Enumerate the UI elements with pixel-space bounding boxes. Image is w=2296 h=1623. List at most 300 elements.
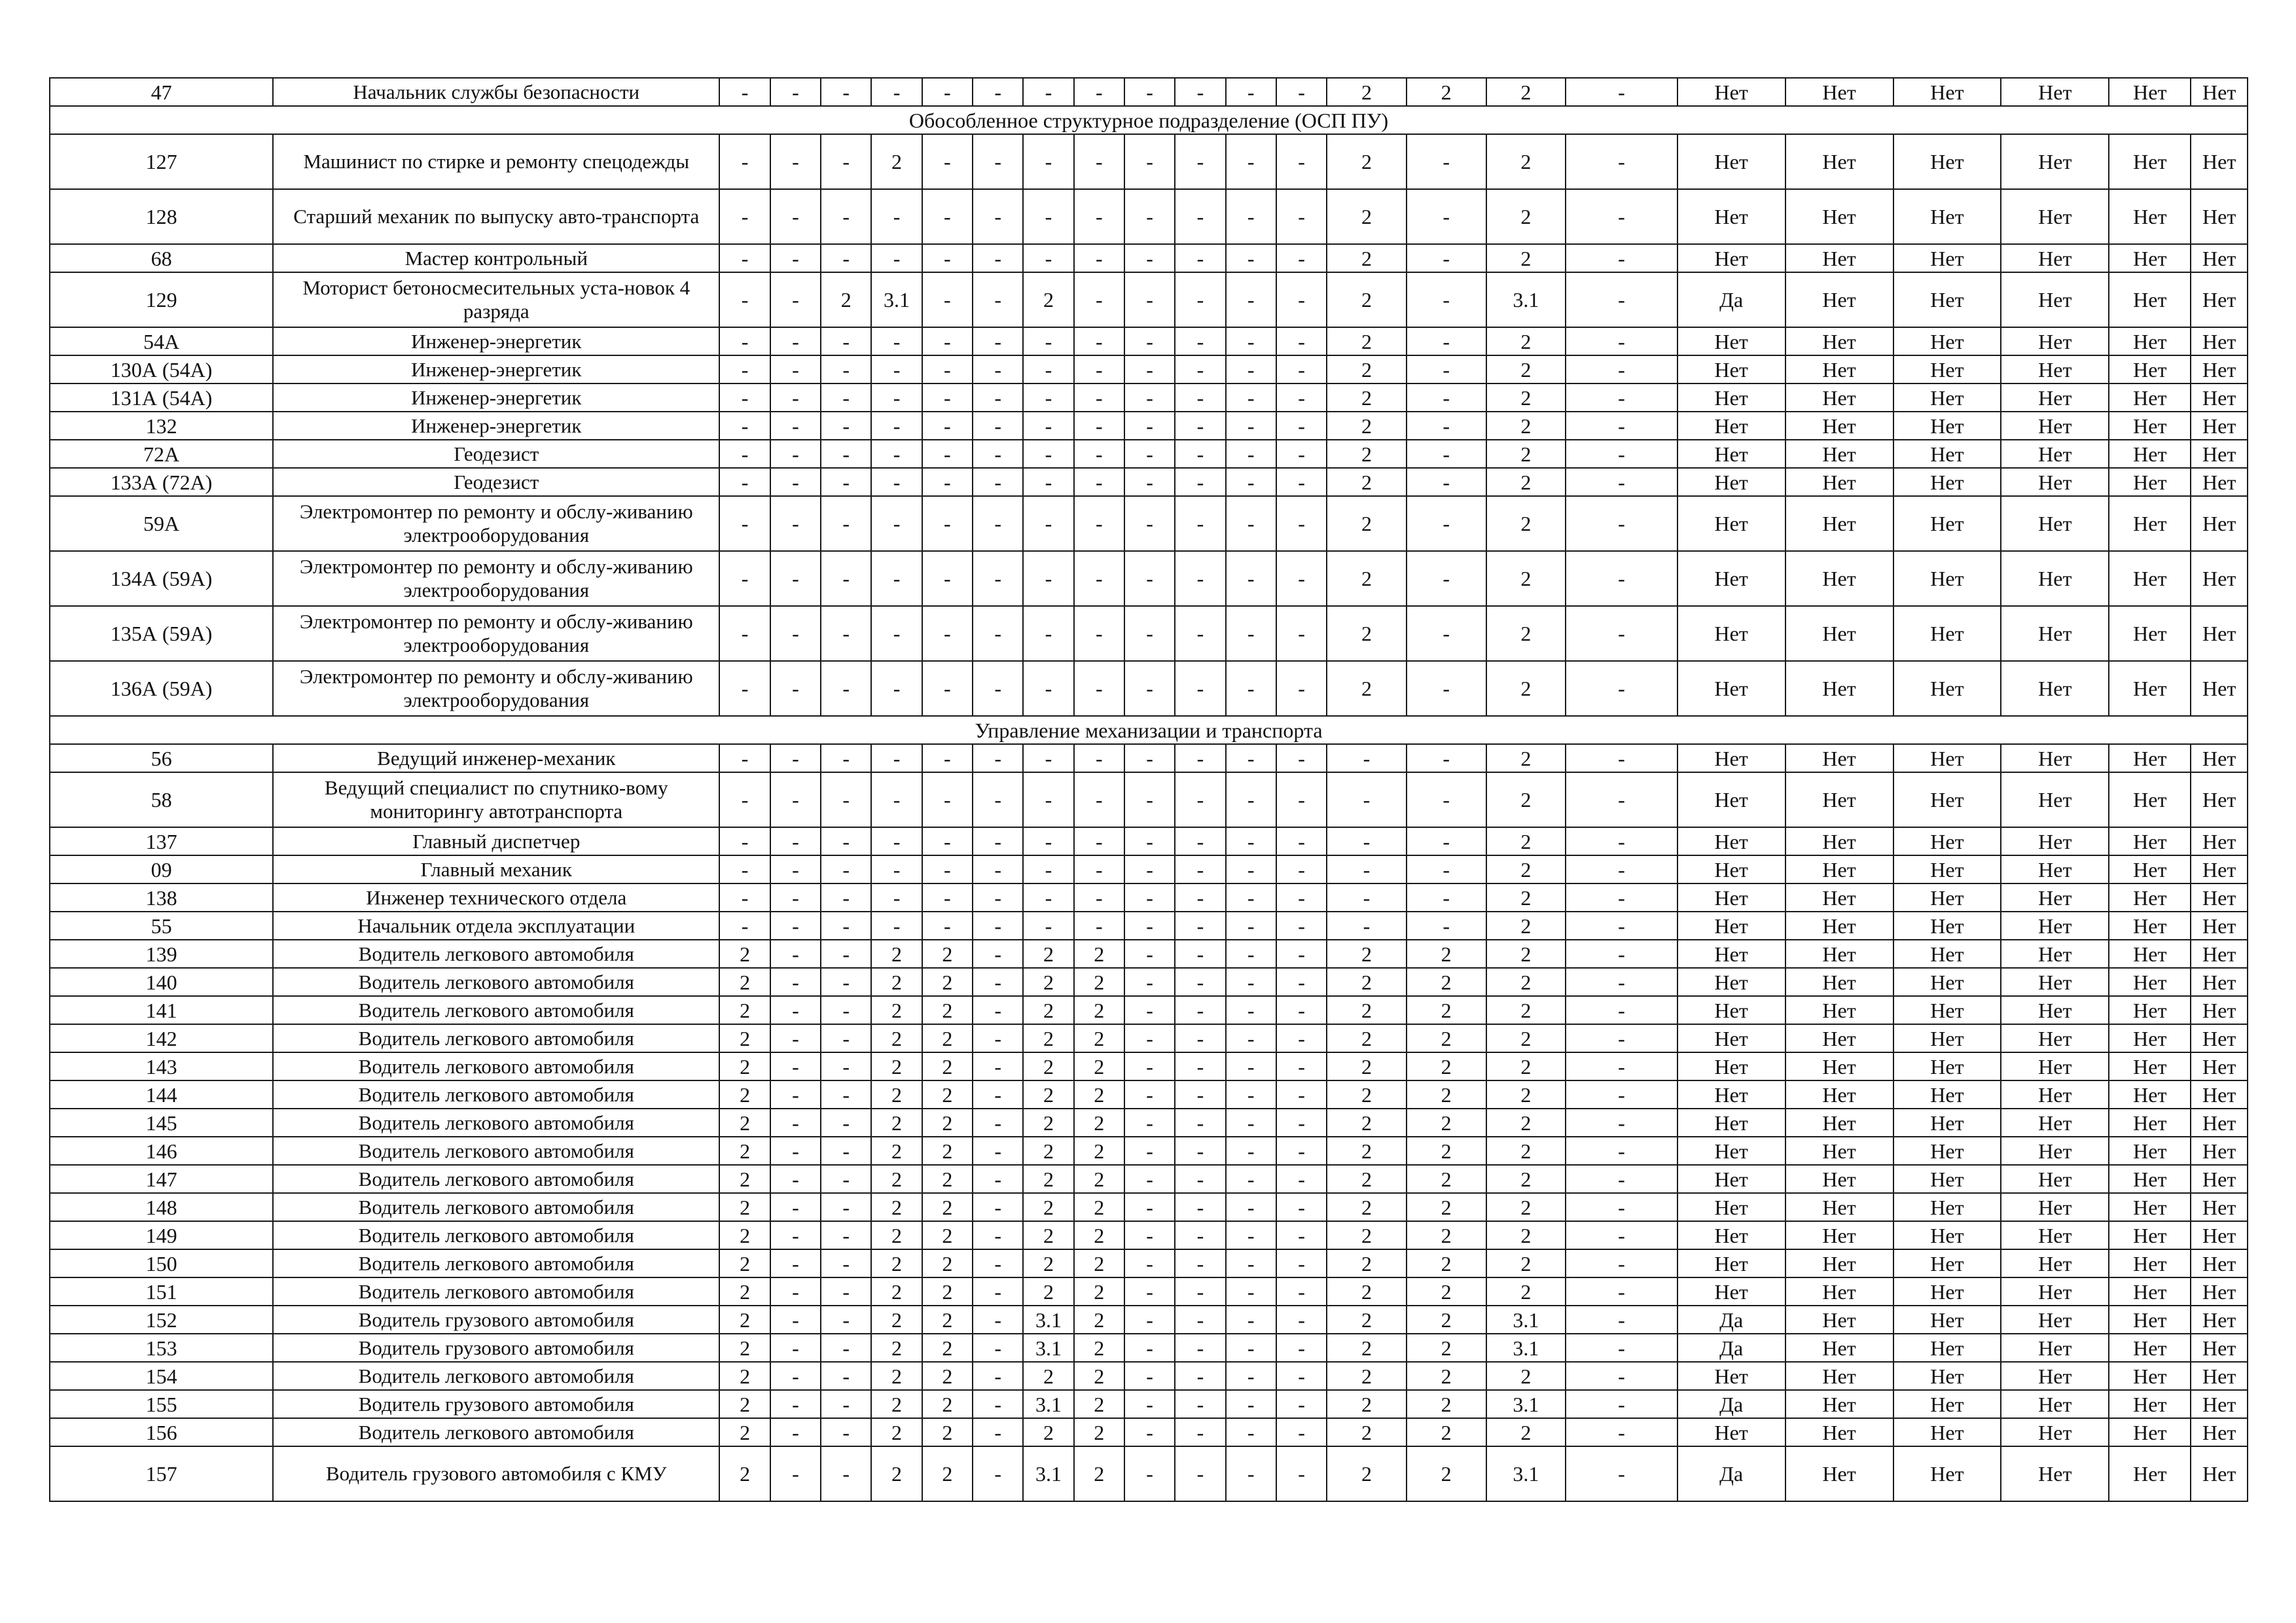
value-cell: - <box>1226 940 1276 968</box>
value-cell: 2 <box>871 1390 922 1418</box>
value-cell: 2 <box>1074 1165 1124 1193</box>
value-cell: 2 <box>922 1109 973 1137</box>
value-cell: Нет <box>2191 496 2248 551</box>
value-cell: - <box>1407 412 1486 440</box>
value-cell: - <box>1023 827 1073 855</box>
value-cell: - <box>922 412 973 440</box>
value-cell: - <box>973 1221 1023 1249</box>
value-cell: - <box>973 412 1023 440</box>
position-name-cell: Водитель легкового автомобиля <box>273 1418 719 1446</box>
value-cell: Нет <box>1785 440 1893 468</box>
value-cell: - <box>1175 244 1225 272</box>
value-cell: Нет <box>1785 1249 1893 1277</box>
value-cell: Нет <box>2191 1306 2248 1334</box>
position-name-cell: Водитель легкового автомобиля <box>273 1277 719 1306</box>
value-cell: - <box>821 1306 871 1334</box>
value-cell: Нет <box>2109 383 2191 412</box>
value-cell: - <box>1276 134 1327 189</box>
position-name-cell: Электромонтер по ремонту и обслу-живанию электрооборудования <box>273 661 719 716</box>
value-cell: - <box>770 996 821 1024</box>
value-cell: 2 <box>1074 996 1124 1024</box>
value-cell: - <box>973 1052 1023 1080</box>
value-cell: Нет <box>2001 606 2109 661</box>
value-cell: Нет <box>1893 1052 2001 1080</box>
value-cell: - <box>973 1390 1023 1418</box>
value-cell: - <box>770 551 821 606</box>
value-cell: - <box>770 744 821 772</box>
value-cell: - <box>821 661 871 716</box>
value-cell: - <box>871 772 922 827</box>
value-cell: - <box>1566 1165 1677 1193</box>
value-cell: - <box>1124 1334 1175 1362</box>
position-number-cell: 148 <box>50 1193 273 1221</box>
value-cell: Нет <box>2191 551 2248 606</box>
value-cell: - <box>1124 1418 1175 1446</box>
value-cell: - <box>821 1249 871 1277</box>
value-cell: 2 <box>1023 940 1073 968</box>
value-cell: 2 <box>1327 1193 1407 1221</box>
table-row <box>50 383 2248 412</box>
value-cell: - <box>1175 189 1225 244</box>
value-cell: Нет <box>2109 996 2191 1024</box>
value-cell: 2 <box>871 940 922 968</box>
value-cell: 2 <box>719 1024 770 1052</box>
value-cell: 3.1 <box>1486 272 1566 327</box>
value-cell: Нет <box>1893 940 2001 968</box>
value-cell: 2 <box>1074 1418 1124 1446</box>
value-cell: Нет <box>2001 189 2109 244</box>
value-cell: - <box>1566 1362 1677 1390</box>
table-row <box>50 1334 2248 1362</box>
value-cell: - <box>821 912 871 940</box>
value-cell: - <box>1124 855 1175 883</box>
position-number-cell: 152 <box>50 1306 273 1334</box>
value-cell: - <box>1074 496 1124 551</box>
value-cell: Нет <box>2109 440 2191 468</box>
value-cell: Нет <box>2191 355 2248 383</box>
value-cell: - <box>821 327 871 355</box>
value-cell: - <box>1175 1165 1225 1193</box>
value-cell: 3.1 <box>1486 1334 1566 1362</box>
value-cell: 2 <box>1407 78 1486 106</box>
value-cell: Нет <box>2109 1334 2191 1362</box>
value-cell: - <box>1226 189 1276 244</box>
value-cell: - <box>1226 134 1276 189</box>
value-cell: 2 <box>1486 744 1566 772</box>
value-cell: - <box>973 772 1023 827</box>
value-cell: - <box>922 551 973 606</box>
value-cell: - <box>1566 912 1677 940</box>
position-name-cell: Водитель грузового автомобиля <box>273 1390 719 1418</box>
position-number-cell: 140 <box>50 968 273 996</box>
value-cell: Нет <box>2191 134 2248 189</box>
table-row <box>50 1137 2248 1165</box>
value-cell: - <box>1226 1109 1276 1137</box>
value-cell: 2 <box>719 1306 770 1334</box>
value-cell: Нет <box>1893 189 2001 244</box>
value-cell: 2 <box>1074 1277 1124 1306</box>
value-cell: 2 <box>1023 1080 1073 1109</box>
value-cell: Нет <box>1785 1165 1893 1193</box>
value-cell: Нет <box>2191 1193 2248 1221</box>
value-cell: 2 <box>1074 1390 1124 1418</box>
document-page <box>49 77 2248 1502</box>
value-cell: - <box>1023 744 1073 772</box>
position-name-cell: Главный диспетчер <box>273 827 719 855</box>
value-cell: 2 <box>1486 1221 1566 1249</box>
value-cell: - <box>1124 968 1175 996</box>
value-cell: - <box>922 327 973 355</box>
value-cell: - <box>821 78 871 106</box>
value-cell: 2 <box>1327 440 1407 468</box>
value-cell: 2 <box>1327 496 1407 551</box>
value-cell: 2 <box>1327 551 1407 606</box>
value-cell: - <box>1124 134 1175 189</box>
value-cell: 2 <box>871 134 922 189</box>
value-cell: Нет <box>1785 355 1893 383</box>
value-cell: - <box>973 551 1023 606</box>
value-cell: - <box>1074 383 1124 412</box>
value-cell: - <box>770 1193 821 1221</box>
value-cell: - <box>821 968 871 996</box>
value-cell: 2 <box>1486 606 1566 661</box>
value-cell: 2 <box>922 968 973 996</box>
value-cell: - <box>719 468 770 496</box>
value-cell: - <box>821 1024 871 1052</box>
value-cell: - <box>922 496 973 551</box>
value-cell: - <box>1566 606 1677 661</box>
table-row <box>50 1418 2248 1446</box>
value-cell: - <box>1124 912 1175 940</box>
value-cell: 2 <box>922 1024 973 1052</box>
value-cell: Нет <box>1677 189 1785 244</box>
value-cell: - <box>922 772 973 827</box>
value-cell: - <box>821 1221 871 1249</box>
value-cell: 2 <box>871 1221 922 1249</box>
value-cell: - <box>719 827 770 855</box>
value-cell: 2 <box>922 1080 973 1109</box>
value-cell: - <box>1226 744 1276 772</box>
value-cell: Нет <box>2109 355 2191 383</box>
value-cell: 2 <box>1023 1137 1073 1165</box>
value-cell: 2 <box>1486 883 1566 912</box>
value-cell: 2 <box>1486 383 1566 412</box>
value-cell: - <box>719 412 770 440</box>
section-header-row <box>50 716 2248 744</box>
value-cell: - <box>770 244 821 272</box>
value-cell: Нет <box>2109 551 2191 606</box>
value-cell: Нет <box>1785 551 1893 606</box>
value-cell: 2 <box>1023 968 1073 996</box>
value-cell: - <box>973 968 1023 996</box>
value-cell: Нет <box>1785 1024 1893 1052</box>
position-number-cell: 56 <box>50 744 273 772</box>
value-cell: - <box>719 883 770 912</box>
value-cell: - <box>1023 468 1073 496</box>
value-cell: 2 <box>1407 1390 1486 1418</box>
value-cell: 2 <box>1327 1418 1407 1446</box>
value-cell: Нет <box>1893 1249 2001 1277</box>
value-cell: - <box>1407 883 1486 912</box>
value-cell: - <box>1276 1024 1327 1052</box>
value-cell: - <box>1276 996 1327 1024</box>
value-cell: Нет <box>1677 996 1785 1024</box>
value-cell: - <box>1175 1193 1225 1221</box>
value-cell: - <box>821 996 871 1024</box>
value-cell: - <box>770 855 821 883</box>
value-cell: Нет <box>2001 327 2109 355</box>
value-cell: - <box>871 327 922 355</box>
table-row <box>50 327 2248 355</box>
value-cell: 2 <box>1486 1277 1566 1306</box>
value-cell: - <box>1175 1306 1225 1334</box>
value-cell: - <box>1407 551 1486 606</box>
value-cell: - <box>973 134 1023 189</box>
value-cell: Нет <box>2001 1193 2109 1221</box>
value-cell: - <box>1566 1052 1677 1080</box>
value-cell: - <box>1175 468 1225 496</box>
value-cell: Нет <box>2001 1446 2109 1501</box>
value-cell: - <box>1226 1221 1276 1249</box>
value-cell: - <box>1124 1362 1175 1390</box>
position-name-cell: Геодезист <box>273 440 719 468</box>
value-cell: - <box>1566 189 1677 244</box>
value-cell: Нет <box>1677 1109 1785 1137</box>
value-cell: Нет <box>1893 661 2001 716</box>
value-cell: - <box>821 189 871 244</box>
value-cell: Нет <box>1893 383 2001 412</box>
value-cell: - <box>821 1334 871 1362</box>
value-cell: - <box>770 496 821 551</box>
value-cell: 2 <box>1023 1362 1073 1390</box>
value-cell: Нет <box>1893 855 2001 883</box>
value-cell: Нет <box>2109 912 2191 940</box>
value-cell: Нет <box>1677 355 1785 383</box>
value-cell: 3.1 <box>1486 1306 1566 1334</box>
value-cell: Нет <box>2109 744 2191 772</box>
value-cell: Нет <box>2109 1277 2191 1306</box>
value-cell: - <box>973 1277 1023 1306</box>
value-cell: - <box>1124 78 1175 106</box>
value-cell: 2 <box>1486 1193 1566 1221</box>
value-cell: - <box>1226 355 1276 383</box>
value-cell: - <box>770 189 821 244</box>
value-cell: 2 <box>1486 496 1566 551</box>
value-cell: 3.1 <box>1023 1446 1073 1501</box>
value-cell: Нет <box>2001 1334 2109 1362</box>
value-cell: - <box>973 1080 1023 1109</box>
value-cell: Нет <box>1893 1080 2001 1109</box>
value-cell: - <box>1175 1109 1225 1137</box>
value-cell: - <box>1074 78 1124 106</box>
value-cell: - <box>871 355 922 383</box>
value-cell: Нет <box>2191 912 2248 940</box>
value-cell: 2 <box>871 968 922 996</box>
value-cell: 2 <box>1407 1306 1486 1334</box>
value-cell: Нет <box>2109 940 2191 968</box>
value-cell: - <box>1327 827 1407 855</box>
value-cell: Нет <box>1785 661 1893 716</box>
value-cell: 2 <box>1486 855 1566 883</box>
value-cell: - <box>1407 355 1486 383</box>
value-cell: Нет <box>1785 1362 1893 1390</box>
value-cell: 2 <box>1074 1362 1124 1390</box>
value-cell: - <box>973 1193 1023 1221</box>
value-cell: - <box>1276 827 1327 855</box>
value-cell: 2 <box>1486 772 1566 827</box>
table-row <box>50 468 2248 496</box>
value-cell: - <box>922 744 973 772</box>
value-cell: 2 <box>922 1221 973 1249</box>
value-cell: - <box>1566 1334 1677 1362</box>
value-cell: - <box>1226 1390 1276 1418</box>
value-cell: - <box>1023 661 1073 716</box>
value-cell: - <box>770 1390 821 1418</box>
value-cell: - <box>1407 855 1486 883</box>
value-cell: - <box>1124 827 1175 855</box>
position-name-cell: Старший механик по выпуску авто-транспорта <box>273 189 719 244</box>
position-number-cell: 151 <box>50 1277 273 1306</box>
value-cell: - <box>1566 1137 1677 1165</box>
value-cell: Нет <box>1785 327 1893 355</box>
value-cell: - <box>821 772 871 827</box>
value-cell: - <box>1074 272 1124 327</box>
value-cell: Нет <box>1893 412 2001 440</box>
position-name-cell: Водитель легкового автомобиля <box>273 1362 719 1390</box>
value-cell: Нет <box>1893 1221 2001 1249</box>
value-cell: - <box>1276 744 1327 772</box>
value-cell: 2 <box>1486 1165 1566 1193</box>
value-cell: 2 <box>1327 327 1407 355</box>
value-cell: - <box>821 244 871 272</box>
value-cell: - <box>1074 883 1124 912</box>
position-number-cell: 150 <box>50 1249 273 1277</box>
value-cell: 2 <box>719 1334 770 1362</box>
value-cell: Нет <box>1893 1277 2001 1306</box>
value-cell: - <box>770 606 821 661</box>
position-number-cell: 127 <box>50 134 273 189</box>
value-cell: - <box>1175 606 1225 661</box>
value-cell: Нет <box>1785 1109 1893 1137</box>
value-cell: 2 <box>871 1080 922 1109</box>
value-cell: 2 <box>1486 1362 1566 1390</box>
value-cell: 2 <box>922 1334 973 1362</box>
value-cell: - <box>1124 1249 1175 1277</box>
value-cell: 2 <box>871 1137 922 1165</box>
value-cell: Нет <box>1677 496 1785 551</box>
value-cell: 2 <box>1023 1052 1073 1080</box>
value-cell: 2 <box>871 1193 922 1221</box>
position-number-cell: 156 <box>50 1418 273 1446</box>
value-cell: Нет <box>2109 1362 2191 1390</box>
value-cell: Нет <box>2191 1390 2248 1418</box>
value-cell: - <box>1175 440 1225 468</box>
value-cell: 2 <box>1407 996 1486 1024</box>
value-cell: Нет <box>1677 606 1785 661</box>
table-row <box>50 1052 2248 1080</box>
value-cell: Нет <box>1893 968 2001 996</box>
value-cell: - <box>1566 968 1677 996</box>
value-cell: Нет <box>1785 1052 1893 1080</box>
value-cell: - <box>973 1306 1023 1334</box>
value-cell: 2 <box>1486 1109 1566 1137</box>
value-cell: - <box>1566 134 1677 189</box>
position-name-cell: Ведущий инженер-механик <box>273 744 719 772</box>
value-cell: - <box>1566 327 1677 355</box>
value-cell: - <box>1327 883 1407 912</box>
value-cell: 2 <box>1407 968 1486 996</box>
value-cell: - <box>1226 912 1276 940</box>
value-cell: - <box>1175 272 1225 327</box>
table-row <box>50 1390 2248 1418</box>
position-name-cell: Водитель легкового автомобиля <box>273 1024 719 1052</box>
value-cell: - <box>922 468 973 496</box>
value-cell: Нет <box>1893 1109 2001 1137</box>
table-row <box>50 1165 2248 1193</box>
value-cell: 2 <box>871 1165 922 1193</box>
table-row <box>50 772 2248 827</box>
value-cell: - <box>1276 1193 1327 1221</box>
value-cell: 2 <box>1327 272 1407 327</box>
position-number-cell: 136А (59А) <box>50 661 273 716</box>
value-cell: - <box>1226 496 1276 551</box>
value-cell: - <box>1023 855 1073 883</box>
value-cell: Нет <box>1677 440 1785 468</box>
position-number-cell: 47 <box>50 78 273 106</box>
value-cell: 2 <box>1327 412 1407 440</box>
value-cell: Нет <box>1785 496 1893 551</box>
value-cell: - <box>1566 1024 1677 1052</box>
value-cell: - <box>1226 855 1276 883</box>
value-cell: - <box>1566 468 1677 496</box>
value-cell: 2 <box>922 1277 973 1306</box>
value-cell: - <box>1226 468 1276 496</box>
value-cell: - <box>1276 1390 1327 1418</box>
value-cell: - <box>973 468 1023 496</box>
value-cell: - <box>1023 606 1073 661</box>
value-cell: 2 <box>1486 327 1566 355</box>
value-cell: 3.1 <box>1023 1390 1073 1418</box>
value-cell: - <box>1175 855 1225 883</box>
value-cell: - <box>1226 1249 1276 1277</box>
value-cell: Нет <box>2191 1277 2248 1306</box>
value-cell: - <box>922 912 973 940</box>
value-cell: - <box>973 606 1023 661</box>
value-cell: - <box>1226 1334 1276 1362</box>
table-row <box>50 355 2248 383</box>
value-cell: - <box>1407 827 1486 855</box>
value-cell: - <box>871 606 922 661</box>
value-cell: 2 <box>1407 1249 1486 1277</box>
position-number-cell: 153 <box>50 1334 273 1362</box>
value-cell: - <box>1407 772 1486 827</box>
value-cell: - <box>821 355 871 383</box>
value-cell: - <box>922 134 973 189</box>
value-cell: Нет <box>1785 827 1893 855</box>
value-cell: Нет <box>2109 883 2191 912</box>
value-cell: 2 <box>922 996 973 1024</box>
value-cell: 2 <box>1327 1277 1407 1306</box>
value-cell: - <box>1124 327 1175 355</box>
value-cell: Нет <box>1677 1221 1785 1249</box>
value-cell: - <box>973 78 1023 106</box>
value-cell: - <box>1566 1109 1677 1137</box>
position-name-cell: Геодезист <box>273 468 719 496</box>
value-cell: - <box>1124 1052 1175 1080</box>
value-cell: - <box>1124 1137 1175 1165</box>
value-cell: Нет <box>2001 855 2109 883</box>
value-cell: 2 <box>1074 1137 1124 1165</box>
